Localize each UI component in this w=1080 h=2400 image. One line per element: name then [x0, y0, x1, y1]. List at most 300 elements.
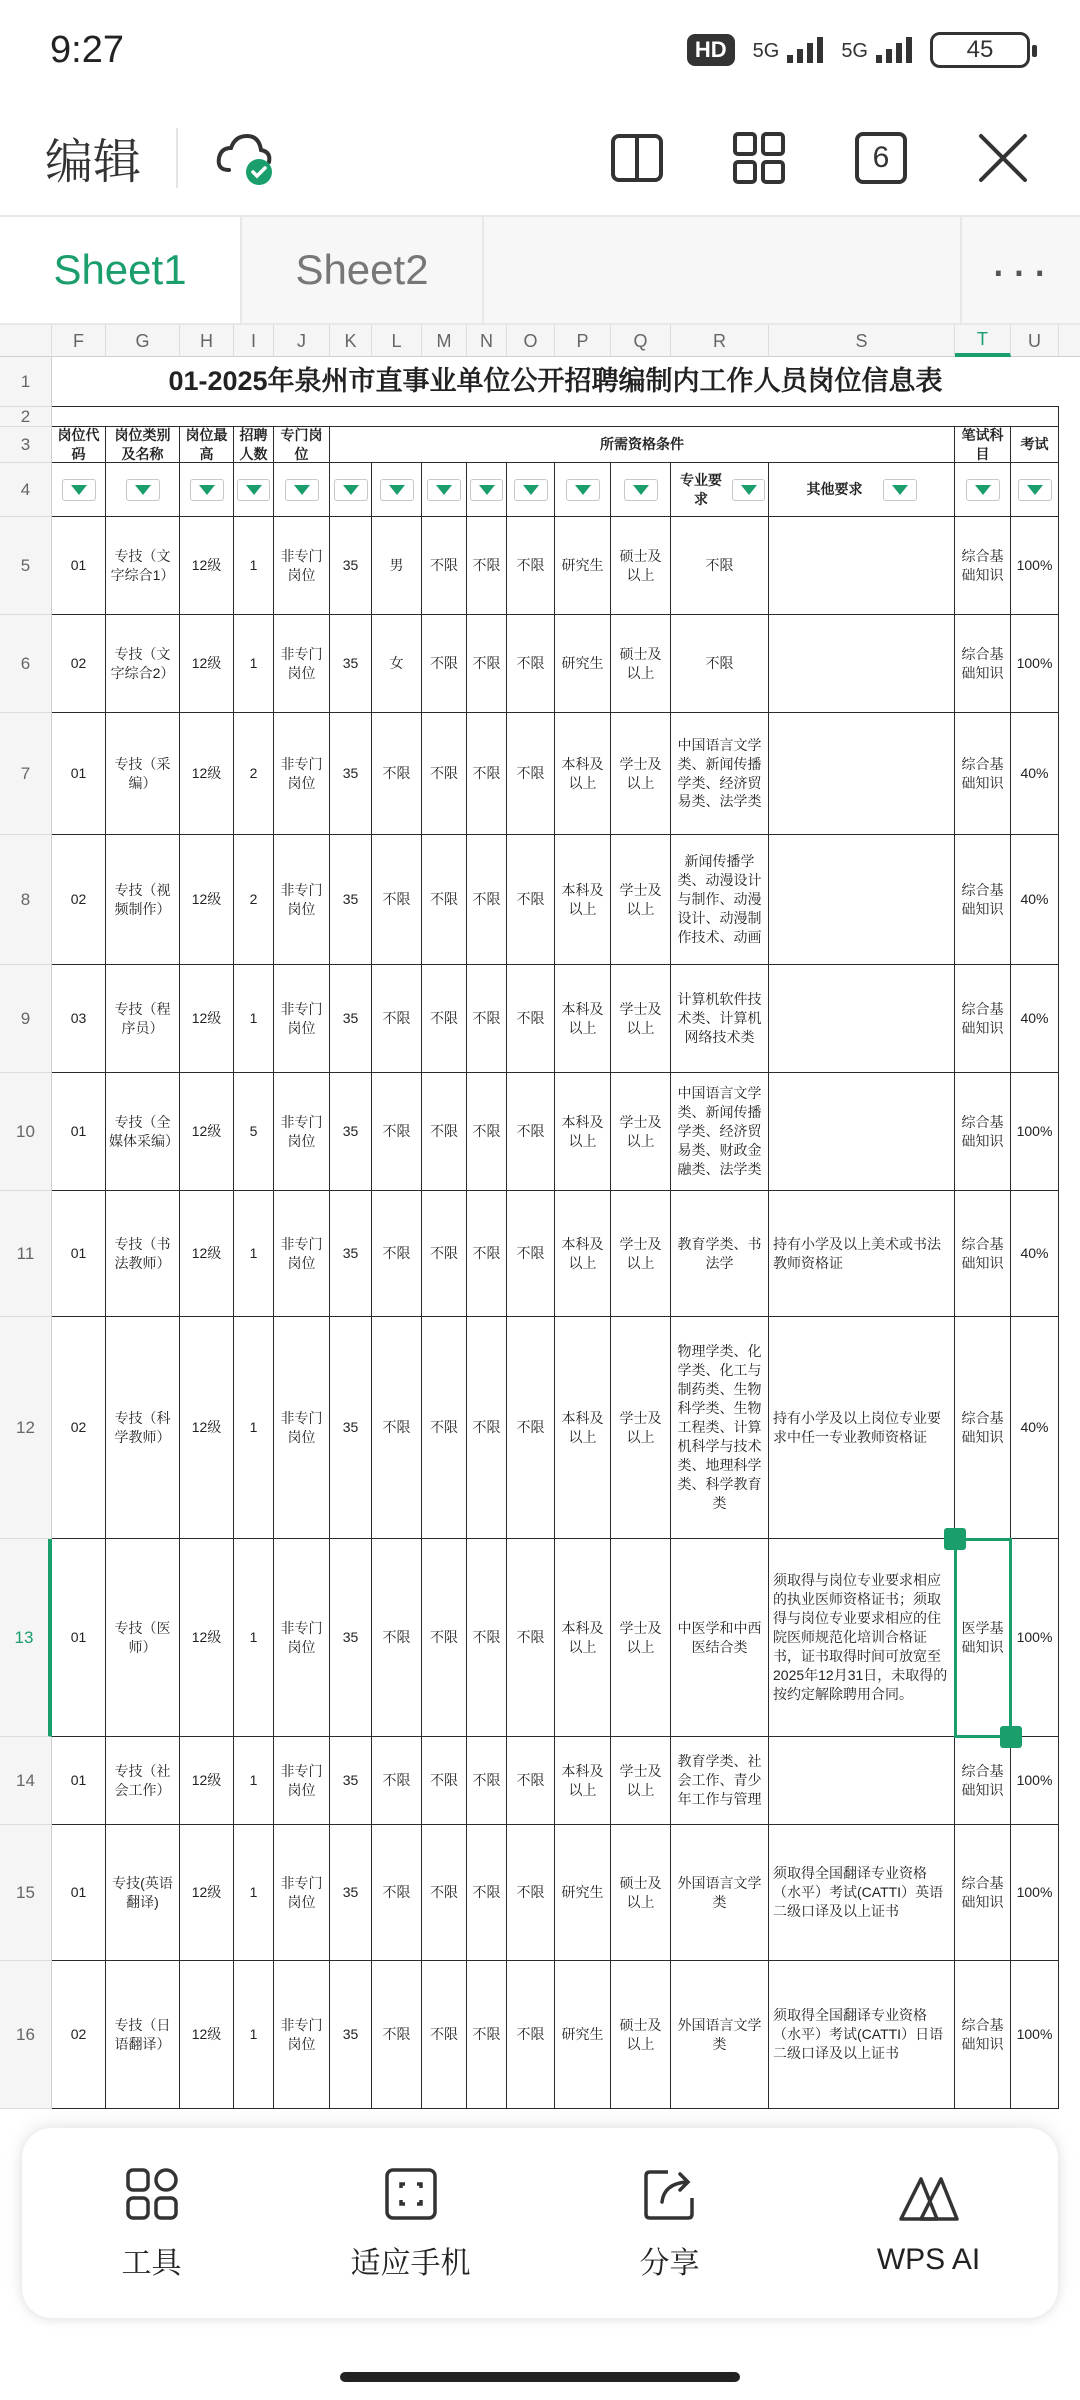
table-cell[interactable]: 不限 [467, 1737, 507, 1825]
table-cell[interactable]: 12级 [180, 1539, 234, 1737]
table-cell[interactable]: 学士及以上 [611, 1191, 671, 1317]
table-cell[interactable]: 不限 [507, 1539, 555, 1737]
column-header-J[interactable]: J [274, 325, 330, 357]
table-cell[interactable]: 不限 [467, 1317, 507, 1539]
filter-dropdown-icon[interactable] [380, 479, 414, 501]
tab-spacer [484, 217, 960, 323]
column-header-F[interactable]: F [52, 325, 106, 357]
table-cell[interactable]: 专技（日语翻译） [106, 1961, 180, 2109]
tab-count-label: 6 [872, 140, 890, 174]
table-cell[interactable]: 非专门岗位 [274, 1317, 330, 1539]
apps-grid-icon[interactable] [727, 126, 791, 190]
column-header-U[interactable]: U [1011, 325, 1059, 357]
table-cell[interactable]: 综合基础知识 [955, 1073, 1011, 1191]
table-cell[interactable]: 35 [330, 713, 372, 835]
filter-cell[interactable] [372, 463, 422, 517]
table-cell[interactable] [769, 965, 955, 1073]
table-cell[interactable]: 综合基础知识 [955, 835, 1011, 965]
table-cell[interactable]: 02 [52, 1961, 106, 2109]
table-cell[interactable]: 计算机软件技术类、计算机网络技术类 [671, 965, 769, 1073]
table-cell[interactable]: 本科及以上 [555, 1317, 611, 1539]
table-cell[interactable]: 本科及以上 [555, 835, 611, 965]
table-cell[interactable]: 专技（科学教师） [106, 1317, 180, 1539]
table-cell[interactable]: 综合基础知识 [955, 965, 1011, 1073]
table-cell[interactable]: 不限 [507, 713, 555, 835]
table-cell[interactable]: 综合基础知识 [955, 1191, 1011, 1317]
table-cell[interactable]: 男 [372, 517, 422, 615]
table-cell[interactable]: 学士及以上 [611, 965, 671, 1073]
table-cell[interactable]: 不限 [372, 965, 422, 1073]
table-cell[interactable]: 非专门岗位 [274, 965, 330, 1073]
table-cell[interactable]: 研究生 [555, 615, 611, 713]
table-cell[interactable] [769, 1073, 955, 1191]
table-cell[interactable]: 不限 [507, 1317, 555, 1539]
table-cell[interactable]: 中国语言文学类、新闻传播学类、经济贸易类、财政金融类、法学类 [671, 1073, 769, 1191]
table-cell[interactable]: 专技（全媒体采编） [106, 1073, 180, 1191]
table-cell[interactable] [769, 1737, 955, 1825]
table-cell[interactable]: 40% [1011, 1191, 1059, 1317]
column-header-R[interactable]: R [671, 325, 769, 357]
table-cell[interactable]: 不限 [507, 965, 555, 1073]
cloud-synced-icon[interactable] [213, 126, 277, 190]
fit-phone-button[interactable] [311, 2164, 511, 2282]
row-header-12[interactable]: 12 [0, 1317, 52, 1539]
column-header-G[interactable]: G [106, 325, 180, 357]
table-cell[interactable]: 不限 [467, 1961, 507, 2109]
edit-button[interactable]: 编辑 [45, 136, 142, 189]
table-cell[interactable]: 不限 [422, 1073, 467, 1191]
header-exam[interactable]: 考试 [1011, 427, 1059, 463]
table-cell[interactable]: 100% [1011, 1825, 1059, 1961]
fit-screen-icon [381, 2164, 441, 2224]
table-cell[interactable]: 不限 [671, 517, 769, 615]
column-header-S[interactable]: S [769, 325, 955, 357]
row-header-6[interactable]: 6 [0, 615, 52, 713]
table-cell[interactable]: 学士及以上 [611, 1317, 671, 1539]
table-cell[interactable]: 5 [234, 1073, 274, 1191]
filter-dropdown-icon[interactable] [883, 479, 917, 501]
table-cell[interactable]: 不限 [372, 1737, 422, 1825]
table-cell[interactable]: 01 [52, 1539, 106, 1737]
filter-cell[interactable] [180, 463, 234, 517]
table-cell[interactable]: 1 [234, 1191, 274, 1317]
table-cell[interactable]: 不限 [422, 615, 467, 713]
header-post-level[interactable]: 岗位最高 [180, 427, 234, 463]
fit-phone-label: 适应手机 [350, 2247, 471, 2280]
table-cell[interactable]: 12级 [180, 1737, 234, 1825]
table-cell[interactable]: 不限 [372, 1539, 422, 1737]
table-cell[interactable]: 40% [1011, 713, 1059, 835]
tools-button[interactable] [52, 2164, 252, 2282]
table-cell[interactable]: 不限 [422, 1191, 467, 1317]
selection-handle-bottom[interactable] [1000, 1726, 1022, 1748]
table-cell[interactable]: 综合基础知识 [955, 517, 1011, 615]
row-header-11[interactable]: 11 [0, 1191, 52, 1317]
table-cell[interactable]: 持有小学及以上美术或书法教师资格证 [769, 1191, 955, 1317]
table-cell[interactable]: 12级 [180, 835, 234, 965]
table-cell[interactable]: 综合基础知识 [955, 713, 1011, 835]
row-header-10[interactable]: 10 [0, 1073, 52, 1191]
spreadsheet-grid[interactable] [0, 325, 1080, 2130]
table-cell[interactable]: 不限 [467, 1539, 507, 1737]
table-cell[interactable]: 1 [234, 1961, 274, 2109]
table-cell[interactable] [769, 835, 955, 965]
column-header-T[interactable]: T [955, 325, 1011, 357]
column-header-P[interactable]: P [555, 325, 611, 357]
table-cell[interactable]: 12级 [180, 1961, 234, 2109]
table-cell[interactable]: 01 [52, 517, 106, 615]
table-cell[interactable]: 本科及以上 [555, 1073, 611, 1191]
table-cell[interactable]: 本科及以上 [555, 1737, 611, 1825]
table-cell[interactable]: 不限 [422, 1737, 467, 1825]
table-cell[interactable]: 不限 [467, 517, 507, 615]
table-cell[interactable]: 学士及以上 [611, 1539, 671, 1737]
network-type-label: 5G [752, 40, 780, 62]
table-cell[interactable]: 1 [234, 1737, 274, 1825]
table-cell[interactable]: 综合基础知识 [955, 1317, 1011, 1539]
table-cell[interactable]: 12级 [180, 1825, 234, 1961]
table-cell[interactable]: 不限 [372, 713, 422, 835]
table-cell[interactable]: 学士及以上 [611, 835, 671, 965]
wps-ai-button[interactable] [829, 2169, 1029, 2277]
table-cell[interactable]: 2 [234, 835, 274, 965]
table-cell[interactable]: 专技（视频制作） [106, 835, 180, 965]
filter-cell[interactable] [467, 463, 507, 517]
filter-cell[interactable] [52, 463, 106, 517]
signal-icon-2 [841, 37, 912, 63]
table-cell[interactable]: 综合基础知识 [955, 615, 1011, 713]
table-cell[interactable]: 非专门岗位 [274, 1825, 330, 1961]
table-cell[interactable]: 01 [52, 1191, 106, 1317]
table-cell[interactable]: 12级 [180, 1073, 234, 1191]
table-cell[interactable]: 教育学类、社会工作、青少年工作与管理 [671, 1737, 769, 1825]
table-cell[interactable]: 非专门岗位 [274, 713, 330, 835]
table-cell[interactable]: 不限 [372, 1961, 422, 2109]
column-headers [0, 325, 1080, 357]
column-header-Q[interactable]: Q [611, 325, 671, 357]
filter-cell[interactable] [611, 463, 671, 517]
filter-cell[interactable] [555, 463, 611, 517]
table-cell[interactable]: 外国语言文学类 [671, 1825, 769, 1961]
column-header-O[interactable]: O [507, 325, 555, 357]
table-cell[interactable]: 本科及以上 [555, 1191, 611, 1317]
table-cell[interactable]: 硕士及以上 [611, 615, 671, 713]
table-cell[interactable]: 100% [1011, 1737, 1059, 1825]
table-cell[interactable]: 1 [234, 1539, 274, 1737]
filter-cell[interactable] [671, 463, 769, 517]
table-cell[interactable]: 医学基础知识 [955, 1539, 1011, 1737]
table-cell[interactable]: 35 [330, 1825, 372, 1961]
table-cell[interactable]: 不限 [507, 1825, 555, 1961]
table-cell[interactable]: 不限 [422, 1961, 467, 2109]
table-cell[interactable]: 12级 [180, 965, 234, 1073]
table-cell[interactable]: 100% [1011, 615, 1059, 713]
table-cell[interactable]: 不限 [467, 615, 507, 713]
table-cell[interactable]: 40% [1011, 835, 1059, 965]
filter-dropdown-icon[interactable] [566, 479, 600, 501]
row-header-16[interactable]: 16 [0, 1961, 52, 2109]
table-cell[interactable]: 35 [330, 615, 372, 713]
filter-dropdown-icon[interactable] [624, 479, 658, 501]
table-cell[interactable]: 不限 [372, 1825, 422, 1961]
table-cell[interactable]: 1 [234, 965, 274, 1073]
filter-dropdown-icon[interactable] [1018, 479, 1052, 501]
table-cell[interactable]: 02 [52, 1317, 106, 1539]
select-all-corner[interactable] [0, 325, 52, 357]
empty-row[interactable] [52, 407, 1059, 427]
table-cell[interactable]: 01 [52, 713, 106, 835]
filter-dropdown-icon[interactable] [732, 479, 765, 501]
column-header-N[interactable]: N [467, 325, 507, 357]
filter-dropdown-icon[interactable] [427, 479, 461, 501]
table-cell[interactable] [769, 615, 955, 713]
table-cell[interactable]: 35 [330, 1737, 372, 1825]
table-cell[interactable]: 综合基础知识 [955, 1825, 1011, 1961]
filter-cell[interactable] [769, 463, 955, 517]
table-cell[interactable]: 中医学和中西医结合类 [671, 1539, 769, 1737]
filter-cell[interactable] [1011, 463, 1059, 517]
table-cell[interactable]: 35 [330, 1539, 372, 1737]
table-cell[interactable]: 非专门岗位 [274, 1191, 330, 1317]
table-cell[interactable]: 不限 [422, 965, 467, 1073]
table-cell[interactable]: 100% [1011, 1539, 1059, 1737]
table-cell[interactable]: 教育学类、书法学 [671, 1191, 769, 1317]
table-cell[interactable]: 研究生 [555, 517, 611, 615]
table-cell[interactable]: 不限 [467, 965, 507, 1073]
table-cell[interactable]: 不限 [507, 1073, 555, 1191]
filter-dropdown-icon[interactable] [966, 479, 1000, 501]
table-cell[interactable] [769, 517, 955, 615]
table-cell[interactable]: 35 [330, 835, 372, 965]
table-cell[interactable]: 非专门岗位 [274, 1073, 330, 1191]
table-cell[interactable]: 03 [52, 965, 106, 1073]
home-indicator[interactable] [340, 2372, 740, 2382]
row-header-15[interactable]: 15 [0, 1825, 52, 1961]
column-header-M[interactable]: M [422, 325, 467, 357]
column-header-I[interactable]: I [234, 325, 274, 357]
table-cell[interactable]: 01 [52, 1737, 106, 1825]
filter-dropdown-icon[interactable] [334, 479, 368, 501]
table-cell[interactable]: 专技（社会工作） [106, 1737, 180, 1825]
header-post-type[interactable]: 岗位类别及名称 [106, 427, 180, 463]
filter-dropdown-icon[interactable] [126, 479, 160, 501]
table-cell[interactable]: 本科及以上 [555, 713, 611, 835]
sheet-title-cell[interactable]: 01-2025年泉州市直事业单位公开招聘编制内工作人员岗位信息表 [52, 357, 1059, 407]
filter-cell[interactable] [422, 463, 467, 517]
table-cell[interactable]: 持有小学及以上岗位专业要求中任一专业教师资格证 [769, 1317, 955, 1539]
table-cell[interactable]: 02 [52, 615, 106, 713]
table-cell[interactable]: 不限 [671, 615, 769, 713]
table-cell[interactable]: 不限 [467, 1073, 507, 1191]
filter-dropdown-icon[interactable] [470, 479, 503, 501]
filter-cell[interactable] [955, 463, 1011, 517]
table-cell[interactable]: 不限 [467, 713, 507, 835]
tab-sheet1[interactable]: Sheet1 [0, 217, 242, 323]
table-cell[interactable]: 35 [330, 1961, 372, 2109]
column-header-K[interactable]: K [330, 325, 372, 357]
table-cell[interactable]: 不限 [422, 713, 467, 835]
table-cell[interactable]: 不限 [507, 835, 555, 965]
table-cell[interactable]: 2 [234, 713, 274, 835]
filter-cell[interactable] [330, 463, 372, 517]
table-cell[interactable]: 专技（医师） [106, 1539, 180, 1737]
table-cell[interactable]: 物理学类、化学类、化工与制药类、生物科学类、生物工程类、计算机科学与技术类、地理科学类、科学教育类 [671, 1317, 769, 1539]
table-cell[interactable]: 不限 [467, 1191, 507, 1317]
table-cell[interactable]: 01 [52, 1073, 106, 1191]
table-cell[interactable]: 中国语言文学类、新闻传播学类、经济贸易类、法学类 [671, 713, 769, 835]
table-cell[interactable]: 1 [234, 615, 274, 713]
close-icon[interactable] [971, 126, 1035, 190]
split-view-icon[interactable] [605, 126, 669, 190]
table-cell[interactable]: 研究生 [555, 1961, 611, 2109]
row-header-3[interactable]: 3 [0, 427, 52, 463]
table-cell[interactable]: 不限 [372, 1317, 422, 1539]
table-cell[interactable]: 12级 [180, 517, 234, 615]
table-cell[interactable]: 外国语言文学类 [671, 1961, 769, 2109]
table-cell[interactable]: 35 [330, 1073, 372, 1191]
table-cell[interactable]: 1 [234, 517, 274, 615]
filter-dropdown-icon[interactable] [190, 479, 224, 501]
filter-cell[interactable] [106, 463, 180, 517]
share-button[interactable] [570, 2164, 770, 2282]
table-cell[interactable]: 专技（采编） [106, 713, 180, 835]
column-header-L[interactable]: L [372, 325, 422, 357]
header-major: 专业要求 [680, 471, 723, 507]
header-post-code[interactable]: 岗位代码 [52, 427, 106, 463]
filter-dropdown-icon[interactable] [285, 479, 319, 501]
filter-dropdown-icon[interactable] [514, 479, 548, 501]
table-cell[interactable]: 不限 [507, 615, 555, 713]
tab-sheet2[interactable]: Sheet2 [242, 217, 484, 323]
table-cell[interactable]: 硕士及以上 [611, 517, 671, 615]
table-cell[interactable]: 非专门岗位 [274, 615, 330, 713]
table-cell[interactable]: 新闻传播学类、动漫设计与制作、动漫设计、动漫制作技术、动画 [671, 835, 769, 965]
table-cell[interactable]: 不限 [507, 1737, 555, 1825]
table-cell[interactable]: 学士及以上 [611, 713, 671, 835]
table-cell[interactable]: 须取得与岗位专业要求相应的执业医师资格证书；须取得与岗位专业要求相应的住院医师规范化培训合格证书，证书取得时间可放宽至2025年12月31日，未取得的按约定解除聘用合同。 [769, 1539, 955, 1737]
tools-label: 工具 [121, 2247, 182, 2280]
table-cell[interactable]: 不限 [467, 1825, 507, 1961]
table-cell[interactable]: 12级 [180, 1191, 234, 1317]
row-header-9[interactable]: 9 [0, 965, 52, 1073]
table-cell[interactable]: 12级 [180, 713, 234, 835]
table-cell[interactable]: 100% [1011, 1073, 1059, 1191]
table-cell[interactable]: 硕士及以上 [611, 1961, 671, 2109]
header-other-req: 其他要求 [806, 481, 863, 498]
table-cell[interactable]: 不限 [422, 1825, 467, 1961]
selection-handle-top[interactable] [944, 1528, 966, 1550]
table-cell[interactable]: 专技（文字综合2） [106, 615, 180, 713]
table-cell[interactable]: 学士及以上 [611, 1073, 671, 1191]
table-cell[interactable]: 本科及以上 [555, 965, 611, 1073]
table-cell[interactable]: 40% [1011, 965, 1059, 1073]
table-cell[interactable]: 不限 [467, 835, 507, 965]
status-time: 9:27 [50, 28, 124, 71]
table-cell[interactable]: 专技(英语翻译) [106, 1825, 180, 1961]
table-cell[interactable]: 须取得全国翻译专业资格（水平）考试(CATTI）日语二级口译及以上证书 [769, 1961, 955, 2109]
table-cell[interactable]: 女 [372, 615, 422, 713]
filter-cell[interactable] [274, 463, 330, 517]
table-cell[interactable]: 01 [52, 1825, 106, 1961]
table-cell[interactable]: 不限 [372, 1191, 422, 1317]
table-cell[interactable]: 综合基础知识 [955, 1737, 1011, 1825]
header-qualifications[interactable]: 所需资格条件 [330, 427, 955, 463]
table-cell[interactable]: 非专门岗位 [274, 1539, 330, 1737]
table-cell[interactable]: 专技（程序员） [106, 965, 180, 1073]
row-header-14[interactable]: 14 [0, 1737, 52, 1825]
table-cell[interactable]: 不限 [422, 517, 467, 615]
battery-icon [930, 32, 1030, 68]
table-cell[interactable]: 非专门岗位 [274, 517, 330, 615]
table-cell[interactable]: 1 [234, 1317, 274, 1539]
row-header-8[interactable]: 8 [0, 835, 52, 965]
row-header-4[interactable]: 4 [0, 463, 52, 517]
row-header-2[interactable]: 2 [0, 407, 52, 427]
filter-cell[interactable] [234, 463, 274, 517]
table-cell[interactable]: 不限 [507, 517, 555, 615]
table-cell[interactable]: 不限 [422, 835, 467, 965]
table-cell[interactable]: 不限 [422, 1317, 467, 1539]
table-cell[interactable]: 100% [1011, 517, 1059, 615]
table-cell[interactable]: 本科及以上 [555, 1539, 611, 1737]
header-special-post[interactable]: 专门岗位 [274, 427, 330, 463]
table-cell[interactable]: 40% [1011, 1317, 1059, 1539]
table-cell[interactable]: 非专门岗位 [274, 1961, 330, 2109]
table-cell[interactable]: 不限 [507, 1961, 555, 2109]
table-cell[interactable]: 不限 [422, 1539, 467, 1737]
filter-dropdown-icon[interactable] [62, 479, 96, 501]
table-cell[interactable]: 35 [330, 965, 372, 1073]
table-cell[interactable]: 专技（文字综合1） [106, 517, 180, 615]
row-header-13[interactable]: 13 [0, 1539, 52, 1737]
table-cell[interactable]: 02 [52, 835, 106, 965]
header-written-subject[interactable]: 笔试科目 [955, 427, 1011, 463]
header-recruit-count[interactable]: 招聘人数 [234, 427, 274, 463]
table-cell[interactable]: 35 [330, 1317, 372, 1539]
more-tabs-button[interactable]: ··· [960, 217, 1080, 323]
row-header-5[interactable]: 5 [0, 517, 52, 615]
network-type-label: 5G [841, 40, 868, 62]
table-cell[interactable]: 100% [1011, 1961, 1059, 2109]
battery-level: 45 [966, 36, 994, 63]
table-cell[interactable]: 12级 [180, 615, 234, 713]
filter-cell[interactable] [507, 463, 555, 517]
table-cell[interactable]: 35 [330, 1191, 372, 1317]
table-cell[interactable]: 硕士及以上 [611, 1825, 671, 1961]
row-header-7[interactable]: 7 [0, 713, 52, 835]
table-cell[interactable] [769, 713, 955, 835]
table-cell[interactable]: 12级 [180, 1317, 234, 1539]
column-header-H[interactable]: H [180, 325, 234, 357]
filter-dropdown-icon[interactable] [237, 479, 270, 501]
table-cell[interactable]: 综合基础知识 [955, 1961, 1011, 2109]
share-icon [640, 2164, 700, 2224]
table-cell[interactable]: 非专门岗位 [274, 1737, 330, 1825]
table-cell[interactable]: 研究生 [555, 1825, 611, 1961]
table-cell[interactable]: 35 [330, 517, 372, 615]
tools-grid-icon [122, 2164, 182, 2224]
row-header-1[interactable]: 1 [0, 357, 52, 407]
table-cell[interactable]: 不限 [372, 1073, 422, 1191]
table-cell[interactable]: 非专门岗位 [274, 835, 330, 965]
table-cell[interactable]: 不限 [372, 835, 422, 965]
table-cell[interactable]: 不限 [507, 1191, 555, 1317]
table-cell[interactable]: 专技（书法教师） [106, 1191, 180, 1317]
table-cell[interactable]: 须取得全国翻译专业资格（水平）考试(CATTI）英语二级口译及以上证书 [769, 1825, 955, 1961]
table-cell[interactable]: 学士及以上 [611, 1737, 671, 1825]
table-cell[interactable]: 1 [234, 1825, 274, 1961]
tab-count-icon[interactable] [849, 126, 913, 190]
